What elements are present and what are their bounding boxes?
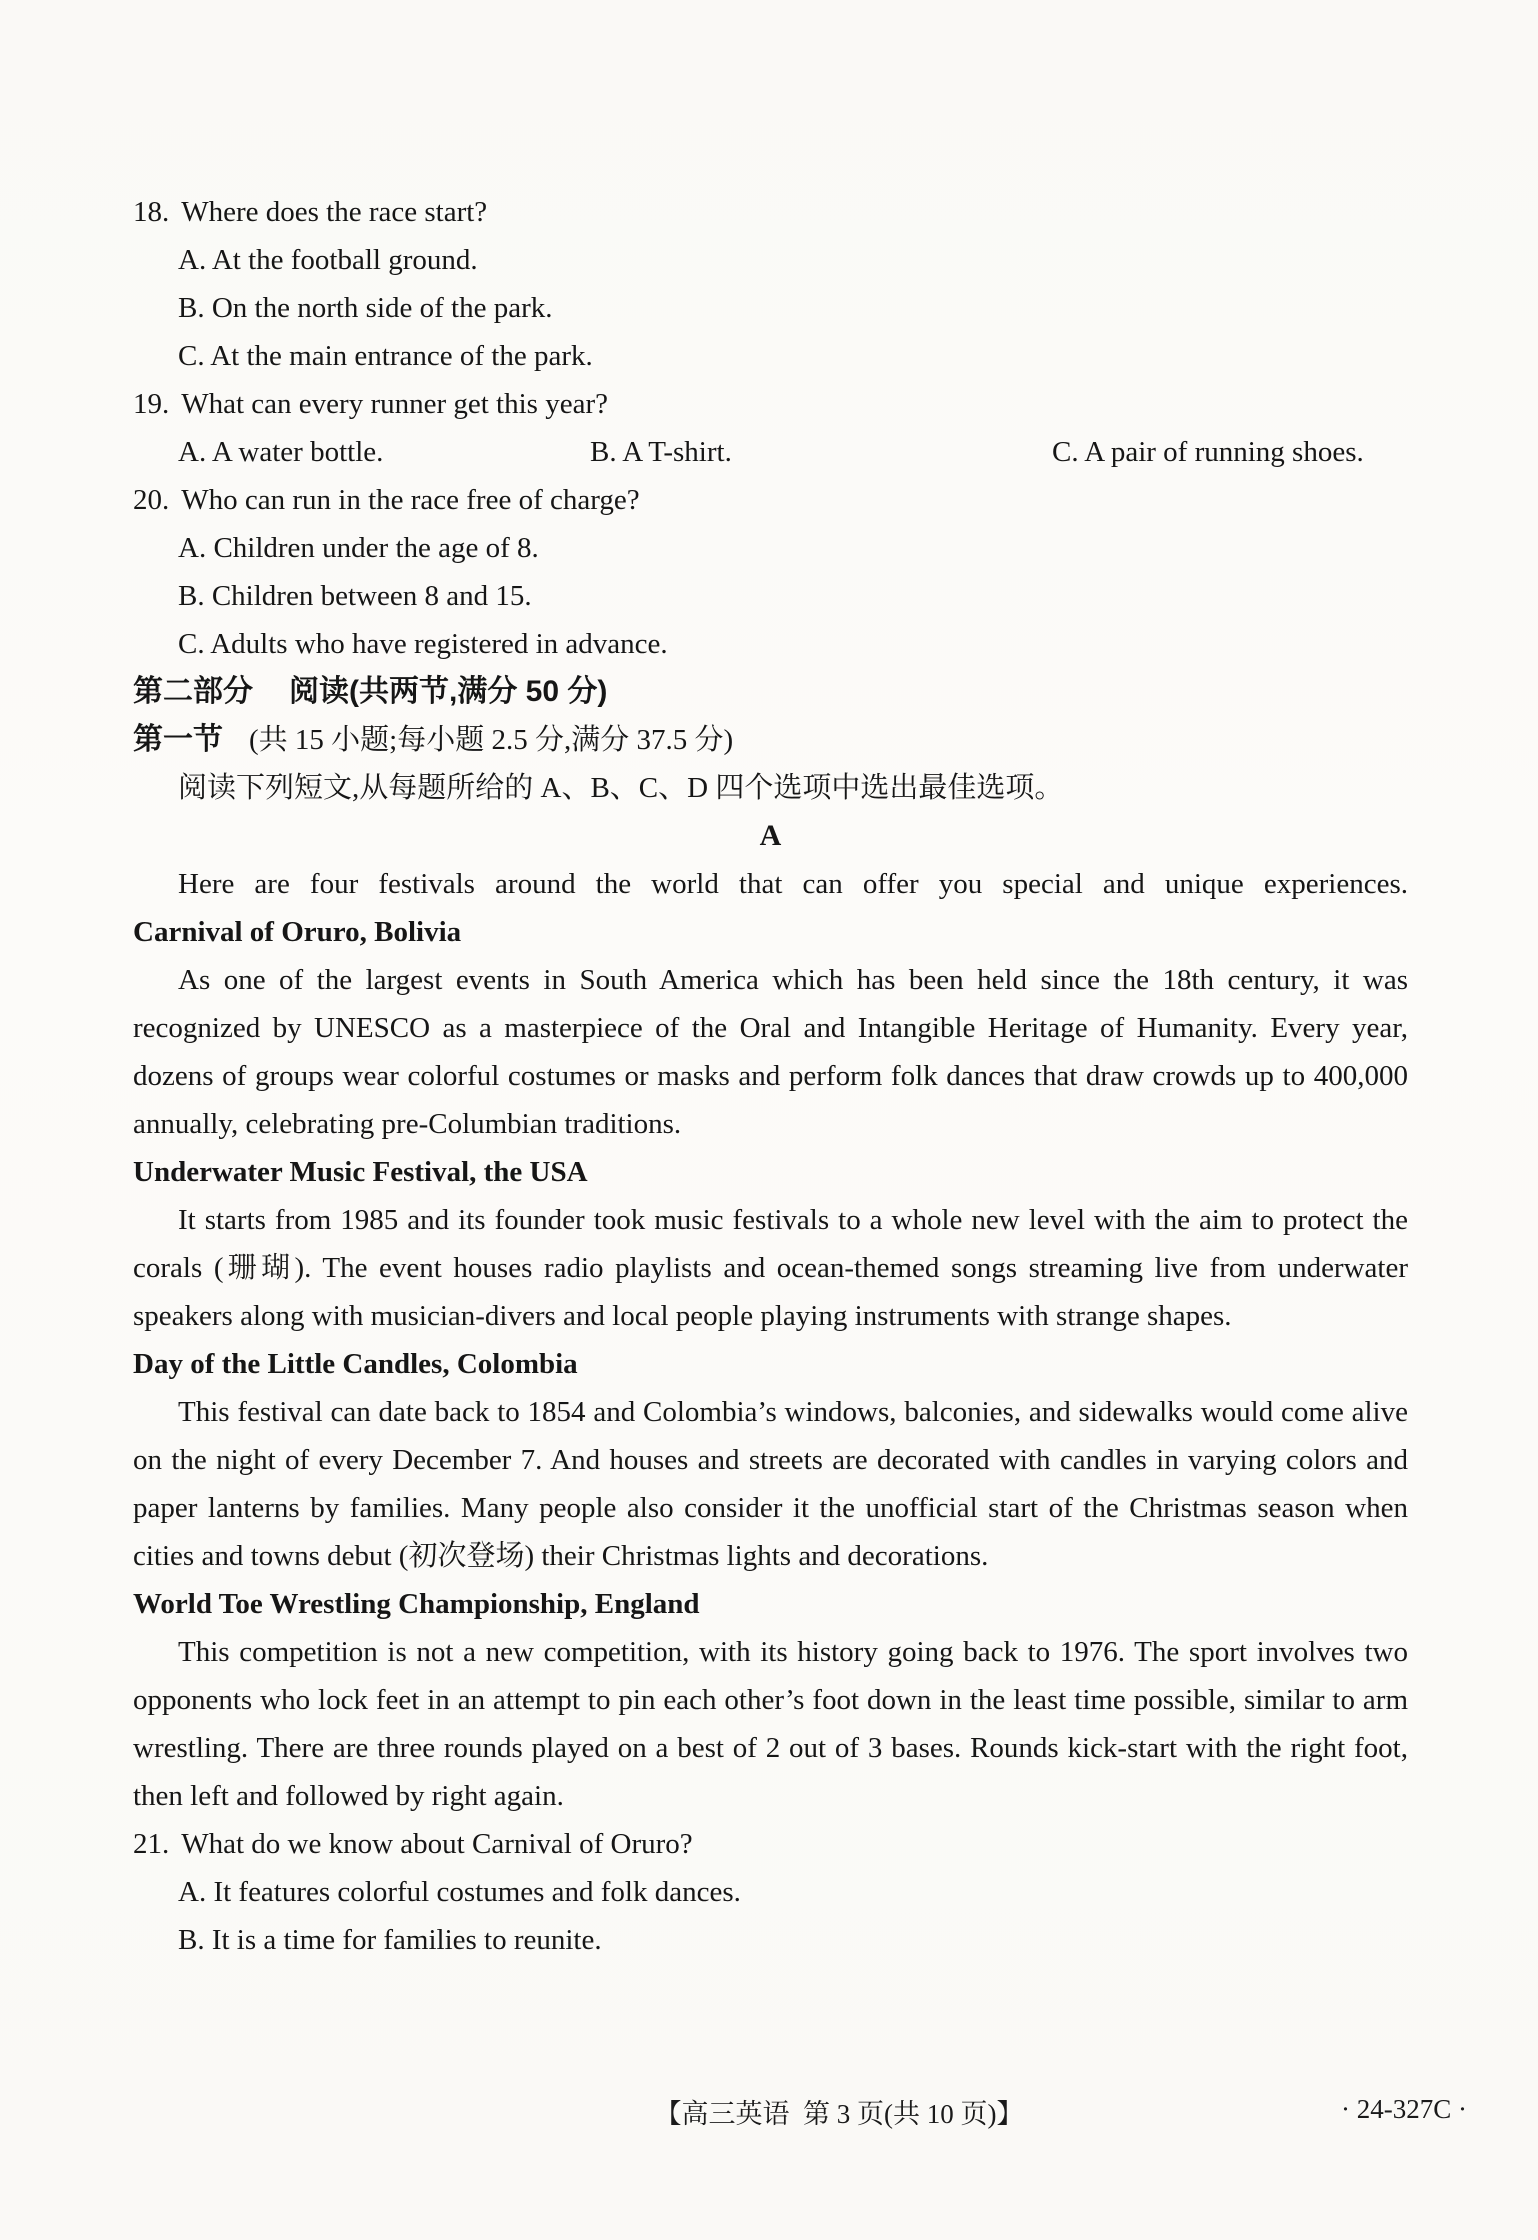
- question-18-option-c: C. At the main entrance of the park.: [178, 340, 593, 372]
- part2-label: 第二部分: [133, 675, 253, 708]
- question-21-text: What do we know about Carnival of Oruro?: [181, 1828, 693, 1860]
- question-20-text: Who can run in the race free of charge?: [181, 484, 640, 516]
- section1-header: [133, 716, 1408, 764]
- part2-title: 阅读(共两节,满分 50 分): [289, 675, 608, 708]
- reading-instruction: 阅读下列短文,从每题所给的 A、B、C、D 四个选项中选出最佳选项。: [178, 772, 1064, 804]
- question-20-option-b: B. Children between 8 and 15.: [178, 580, 532, 612]
- question-18-option-a: A. At the football ground.: [178, 244, 478, 276]
- page-content: [133, 188, 1408, 1964]
- question-20-number: 20.: [133, 484, 170, 516]
- question-21-option-a: A. It features colorful costumes and folk dances.: [178, 1876, 741, 1908]
- question-20: [133, 476, 1408, 524]
- question-19-option-c: C. A pair of running shoes.: [1052, 436, 1364, 468]
- festival-4-body: This competition is not a new competition, with its history going back to 1976. The sport involves two opponents who lock feet in an attempt to pin each other’s foot down in the least time possible, similar to arm wrestling. There are three rounds played on a best of 2 out of 3 bases. Rounds kick-start with the right foot, then left and followed by right again.: [133, 1636, 1408, 1812]
- question-21-number: 21.: [133, 1828, 170, 1860]
- question-18-text: Where does the race start?: [181, 196, 488, 228]
- question-19-number: 19.: [133, 388, 170, 420]
- paper-code: · 24-327C ·: [1341, 2094, 1467, 2124]
- question-19-text: What can every runner get this year?: [181, 388, 608, 420]
- question-21: [133, 1820, 1408, 1868]
- passage-a-label: A: [759, 819, 782, 852]
- passage-a-intro: Here are four festivals around the world that can offer you special and unique experiences.: [178, 868, 1408, 900]
- question-18-option-b: B. On the north side of the park.: [178, 292, 553, 324]
- question-20-option-a: A. Children under the age of 8.: [178, 532, 539, 564]
- festival-2-body: It starts from 1985 and its founder took music festivals to a whole new level with the aim to protect the corals (珊瑚). The event houses radio playlists and ocean-themed songs streaming live from underwater speakers along with musician-divers and local people playing instruments with strange shapes.: [133, 1204, 1408, 1332]
- page-footer: 【高三英语 第 3 页(共 10 页)】: [654, 2099, 1024, 2129]
- question-19-option-b: B. A T-shirt.: [590, 436, 732, 468]
- question-21-option-b: B. It is a time for families to reunite.: [178, 1924, 602, 1956]
- question-19-option-a: A. A water bottle.: [178, 436, 384, 468]
- festival-1-body: As one of the largest events in South America which has been held since the 18th century, it was recognized by UNESCO as a masterpiece of the Oral and Intangible Heritage of Humanity. Every year, dozens of groups wear colorful costumes or masks and perform folk dances that draw crowds up to 400,000 annually, celebrating pre-Columbian traditions.: [133, 964, 1408, 1140]
- question-18-number: 18.: [133, 196, 170, 228]
- question-19: [133, 380, 1408, 428]
- part2-header: [133, 668, 1408, 716]
- question-18: [133, 188, 1408, 236]
- festival-3-body: This festival can date back to 1854 and Colombia’s windows, balconies, and sidewalks would come alive on the night of every December 7. And houses and streets are decorated with candles in varying colors and paper lanterns by families. Many people also consider it the unofficial start of the Christmas season when cities and towns debut (初次登场) their Christmas lights and decorations.: [133, 1396, 1408, 1572]
- festival-1-title: Carnival of Oruro, Bolivia: [133, 916, 462, 948]
- section1-title: (共 15 小题;每小题 2.5 分,满分 37.5 分): [249, 724, 734, 756]
- question-19-options: [133, 428, 1408, 476]
- section1-label: 第一节: [133, 723, 223, 756]
- festival-2-title: Underwater Music Festival, the USA: [133, 1156, 588, 1188]
- question-20-option-c: C. Adults who have registered in advance.: [178, 628, 668, 660]
- festival-4-title: World Toe Wrestling Championship, England: [133, 1588, 700, 1620]
- festival-3-title: Day of the Little Candles, Colombia: [133, 1348, 578, 1380]
